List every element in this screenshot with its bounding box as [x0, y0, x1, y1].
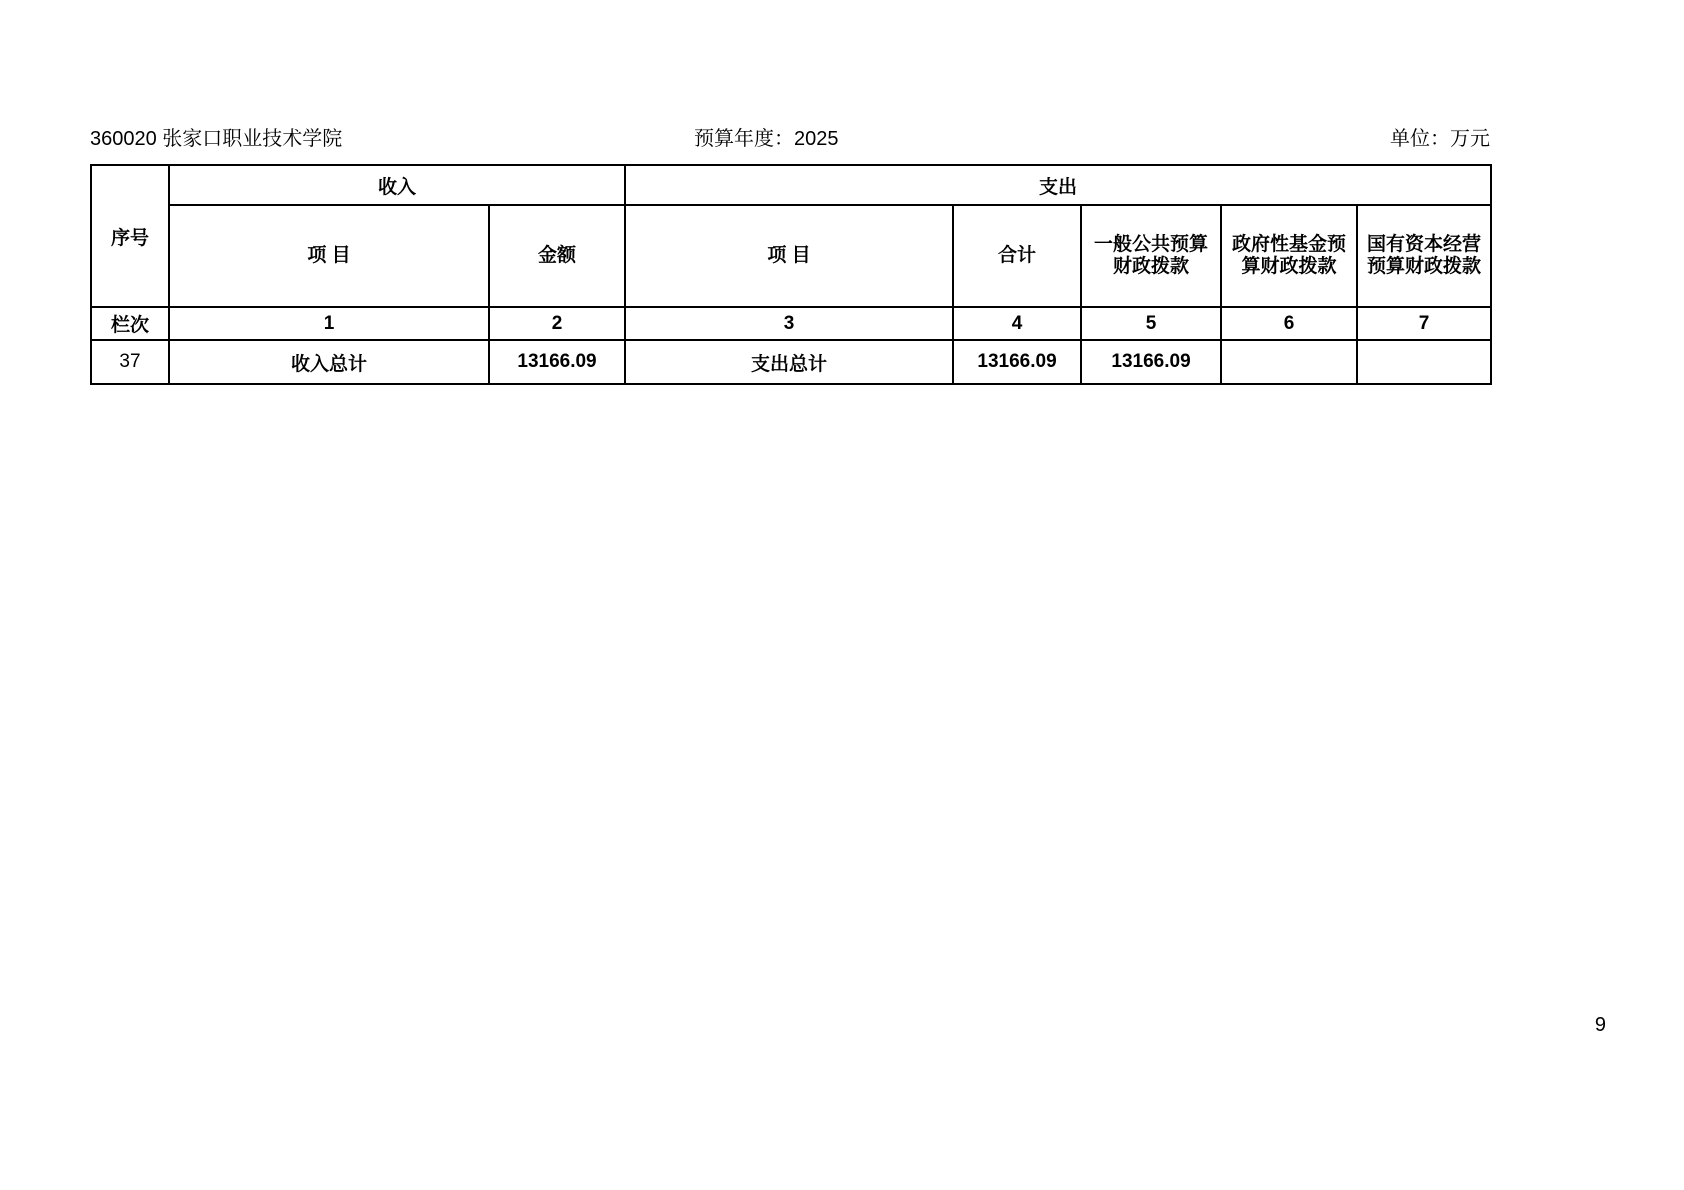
- table-row: [91, 340, 1491, 384]
- cell-state-capital-budget: [1357, 340, 1491, 384]
- header-budget-year: 预算年度：2025: [694, 128, 839, 150]
- table-column-header-row: [91, 205, 1491, 307]
- column-number-3: 3: [625, 307, 953, 340]
- column-number-6: 6: [1221, 307, 1357, 340]
- cell-expense-item: 支出总计: [625, 340, 953, 384]
- column-number-2: 2: [489, 307, 625, 340]
- header-cell-state-capital-budget: 国有资本经营预算财政拨款: [1357, 205, 1491, 307]
- header-organization: 360020 张家口职业技术学院: [90, 128, 343, 150]
- header-cell-general-public-budget: 一般公共预算财政拨款: [1081, 205, 1221, 307]
- column-number-1: 1: [169, 307, 489, 340]
- document-header: [90, 126, 1490, 152]
- header-cell-expense-item: 项 目: [625, 205, 953, 307]
- column-number-label: 栏次: [91, 307, 169, 340]
- header-cell-income-amount: 金额: [489, 205, 625, 307]
- page-number: 9: [1594, 1014, 1606, 1036]
- header-cell-seq: 序号: [91, 165, 169, 307]
- budget-table: [90, 164, 1492, 385]
- header-unit: 单位：万元: [1390, 128, 1490, 150]
- header-cell-expense-group: 支出: [625, 165, 1491, 205]
- table-group-header-row: [91, 165, 1491, 205]
- column-number-5: 5: [1081, 307, 1221, 340]
- cell-income-item: 收入总计: [169, 340, 489, 384]
- header-cell-expense-total: 合计: [953, 205, 1081, 307]
- cell-seq: 37: [91, 340, 169, 384]
- column-number-4: 4: [953, 307, 1081, 340]
- cell-income-amount: 13166.09: [489, 340, 625, 384]
- header-cell-income-item: 项 目: [169, 205, 489, 307]
- cell-general-public-budget: 13166.09: [1081, 340, 1221, 384]
- cell-gov-fund-budget: [1221, 340, 1357, 384]
- header-cell-income-group: 收入: [169, 165, 625, 205]
- column-number-7: 7: [1357, 307, 1491, 340]
- cell-expense-total: 13166.09: [953, 340, 1081, 384]
- header-cell-gov-fund-budget: 政府性基金预算财政拨款: [1221, 205, 1357, 307]
- table-column-number-row: [91, 307, 1491, 340]
